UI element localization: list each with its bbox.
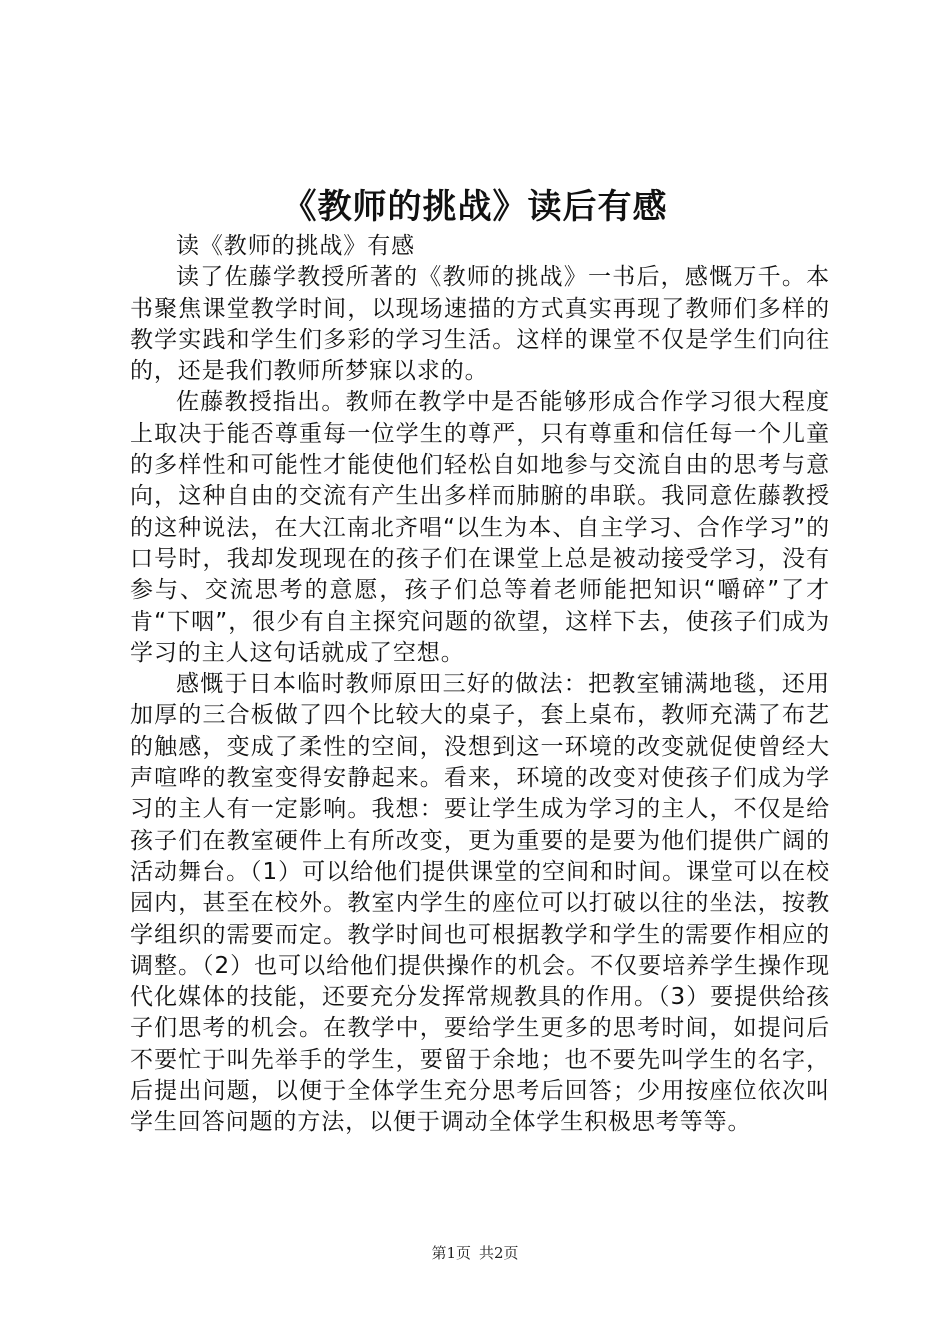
subtitle-paragraph: 读《教师的挑战》有感 xyxy=(176,233,415,259)
document-body xyxy=(130,231,830,1139)
document-title: 《教师的挑战》读后有感 xyxy=(282,187,668,227)
page-footer xyxy=(0,1243,950,1263)
page-number: 第1页 xyxy=(431,1244,471,1262)
page-total: 共2页 xyxy=(479,1244,519,1262)
body-paragraph: 佐藤教授指出。教师在教学中是否能够形成合作学习很大程度上取决于能否尊重每一位学生的尊严，只有尊重和信任每一个儿童的多样性和可能性才能使他们轻松自如地参与交流自由的思考与意向，这种自由的交流有产生出多样而肺腑的串联。我同意佐藤教授的这种说法，在大江南北齐唱“以生为本、自主学习、合作学习”的口号时，我却发现现在的孩子们在课堂上总是被动接受学习，没有参与、交流思考的意愿，孩子们总等着老师能把知识“嚼碎”了才肯“下咽”，很少有自主探究问题的欲望，这样下去，使孩子们成为学习的主人这句话就成了空想。 xyxy=(130,389,830,666)
body-paragraph: 读了佐藤学教授所著的《教师的挑战》一书后，感慨万千。本书聚焦课堂教学时间，以现场速描的方式真实再现了教师们多样的教学实践和学生们多彩的学习生活。这样的课堂不仅是学生们向往的，还是我们教师所梦寐以求的。 xyxy=(130,264,830,385)
body-paragraph: 感慨于日本临时教师原田三好的做法：把教室铺满地毯，还用加厚的三合板做了四个比较大的桌子，套上桌布，教师充满了布艺的触感，变成了柔性的空间，没想到这一环境的改变就促使曾经大声喧哗的教室变得安静起来。看来，环境的改变对使孩子们成为学习的主人有一定影响。我想：要让学生成为学习的主人，不仅是给孩子们在教室硬件上有所改变，更为重要的是要为他们提供广阔的活动舞台。（1）可以给他们提供课堂的空间和时间。课堂可以在校园内，甚至在校外。教室内学生的座位可以打破以往的坐法，按教学组织的需要而定。教学时间也可根据教学和学生的需要作相应的调整。（2）也可以给他们提供操作的机会。不仅要培养学生操作现代化媒体的技能，还要充分发挥常规教具的作用。（3）要提供给孩子们思考的机会。在教学中，要给学生更多的思考时间，如提问后不要忙于叫先举手的学生，要留于余地；也不要先叫学生的名字，后提出问题，以便于全体学生充分思考后回答；少用按座位依次叫学生回答问题的方法，以便于调动全体学生积极思考等等。 xyxy=(130,671,830,1136)
